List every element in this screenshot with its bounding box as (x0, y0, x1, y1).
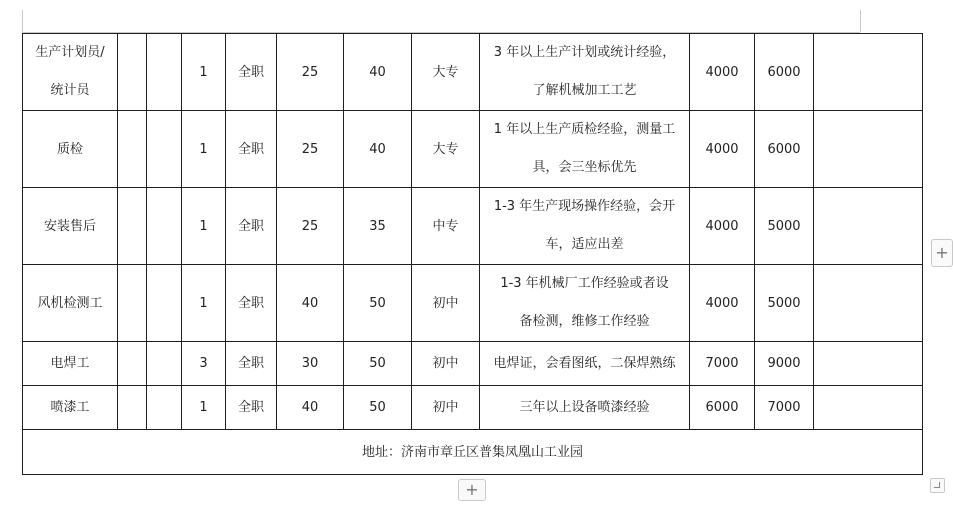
blank-cell[interactable] (814, 111, 923, 188)
page-corner-mark-left (22, 10, 23, 32)
headcount-cell[interactable]: 1 (182, 34, 226, 111)
address-cell[interactable]: 地址：济南市章丘区普集凤凰山工业园 (23, 430, 923, 475)
blank-cell[interactable] (118, 342, 147, 386)
salary-min-cell[interactable]: 4000 (690, 188, 755, 265)
age-max-cell[interactable]: 40 (344, 111, 412, 188)
job-listing-table (22, 33, 923, 475)
requirement-cell[interactable]: 三年以上设备喷漆经验 (480, 386, 690, 430)
age-min-cell[interactable]: 25 (277, 188, 344, 265)
age-max-cell[interactable]: 50 (344, 386, 412, 430)
headcount-cell[interactable]: 1 (182, 265, 226, 342)
job-title-cell[interactable]: 安装售后 (23, 188, 118, 265)
table-resize-icon[interactable] (930, 478, 945, 493)
education-cell[interactable]: 中专 (412, 188, 480, 265)
table-row (23, 111, 923, 188)
headcount-cell[interactable]: 1 (182, 111, 226, 188)
job-type-cell[interactable]: 全职 (226, 386, 277, 430)
age-max-cell[interactable]: 50 (344, 342, 412, 386)
education-cell[interactable]: 初中 (412, 342, 480, 386)
age-min-cell[interactable]: 25 (277, 111, 344, 188)
blank-cell[interactable] (814, 188, 923, 265)
blank-cell[interactable] (814, 342, 923, 386)
education-cell[interactable]: 初中 (412, 386, 480, 430)
age-max-cell[interactable]: 35 (344, 188, 412, 265)
salary-max-cell[interactable]: 6000 (755, 111, 814, 188)
age-max-cell[interactable]: 50 (344, 265, 412, 342)
job-type-cell[interactable]: 全职 (226, 342, 277, 386)
job-title-cell[interactable]: 风机检测工 (23, 265, 118, 342)
blank-cell[interactable] (147, 342, 182, 386)
salary-min-cell[interactable]: 4000 (690, 111, 755, 188)
salary-max-cell[interactable]: 6000 (755, 34, 814, 111)
salary-max-cell[interactable]: 7000 (755, 386, 814, 430)
job-title-cell[interactable]: 生产计划员/ 统计员 (23, 34, 118, 111)
blank-cell[interactable] (147, 386, 182, 430)
blank-cell[interactable] (147, 111, 182, 188)
blank-cell[interactable] (118, 265, 147, 342)
salary-min-cell[interactable]: 4000 (690, 265, 755, 342)
blank-cell[interactable] (118, 188, 147, 265)
add-column-button[interactable]: + (931, 239, 953, 267)
headcount-cell[interactable]: 3 (182, 342, 226, 386)
age-min-cell[interactable]: 30 (277, 342, 344, 386)
education-cell[interactable]: 大专 (412, 111, 480, 188)
salary-min-cell[interactable]: 7000 (690, 342, 755, 386)
requirement-cell[interactable]: 1-3 年机械厂工作经验或者设 备检测，维修工作经验 (480, 265, 690, 342)
blank-cell[interactable] (118, 386, 147, 430)
blank-cell[interactable] (147, 188, 182, 265)
table-row (23, 188, 923, 265)
job-title-cell[interactable]: 质检 (23, 111, 118, 188)
headcount-cell[interactable]: 1 (182, 386, 226, 430)
blank-cell[interactable] (814, 386, 923, 430)
table-row (23, 34, 923, 111)
blank-cell[interactable] (118, 34, 147, 111)
job-title-cell[interactable]: 喷漆工 (23, 386, 118, 430)
salary-min-cell[interactable]: 4000 (690, 34, 755, 111)
education-cell[interactable]: 初中 (412, 265, 480, 342)
blank-cell[interactable] (147, 265, 182, 342)
age-max-cell[interactable]: 40 (344, 34, 412, 111)
table-row (23, 342, 923, 386)
add-row-button[interactable]: + (458, 479, 486, 501)
salary-max-cell[interactable]: 5000 (755, 265, 814, 342)
address-row (23, 430, 923, 475)
education-cell[interactable]: 大专 (412, 34, 480, 111)
requirement-cell[interactable]: 3 年以上生产计划或统计经验， 了解机械加工工艺 (480, 34, 690, 111)
salary-max-cell[interactable]: 9000 (755, 342, 814, 386)
blank-cell[interactable] (814, 34, 923, 111)
job-type-cell[interactable]: 全职 (226, 111, 277, 188)
table-row (23, 265, 923, 342)
page-corner-mark-right (860, 10, 861, 32)
table-row (23, 386, 923, 430)
age-min-cell[interactable]: 40 (277, 386, 344, 430)
requirement-cell[interactable]: 1 年以上生产质检经验，测量工 具，会三坐标优先 (480, 111, 690, 188)
salary-max-cell[interactable]: 5000 (755, 188, 814, 265)
age-min-cell[interactable]: 40 (277, 265, 344, 342)
salary-min-cell[interactable]: 6000 (690, 386, 755, 430)
blank-cell[interactable] (118, 111, 147, 188)
job-type-cell[interactable]: 全职 (226, 188, 277, 265)
age-min-cell[interactable]: 25 (277, 34, 344, 111)
blank-cell[interactable] (147, 34, 182, 111)
requirement-cell[interactable]: 1-3 年生产现场操作经验，会开 车，适应出差 (480, 188, 690, 265)
job-title-cell[interactable]: 电焊工 (23, 342, 118, 386)
blank-cell[interactable] (814, 265, 923, 342)
job-type-cell[interactable]: 全职 (226, 34, 277, 111)
job-type-cell[interactable]: 全职 (226, 265, 277, 342)
headcount-cell[interactable]: 1 (182, 188, 226, 265)
requirement-cell[interactable]: 电焊证，会看图纸，二保焊熟练 (480, 342, 690, 386)
